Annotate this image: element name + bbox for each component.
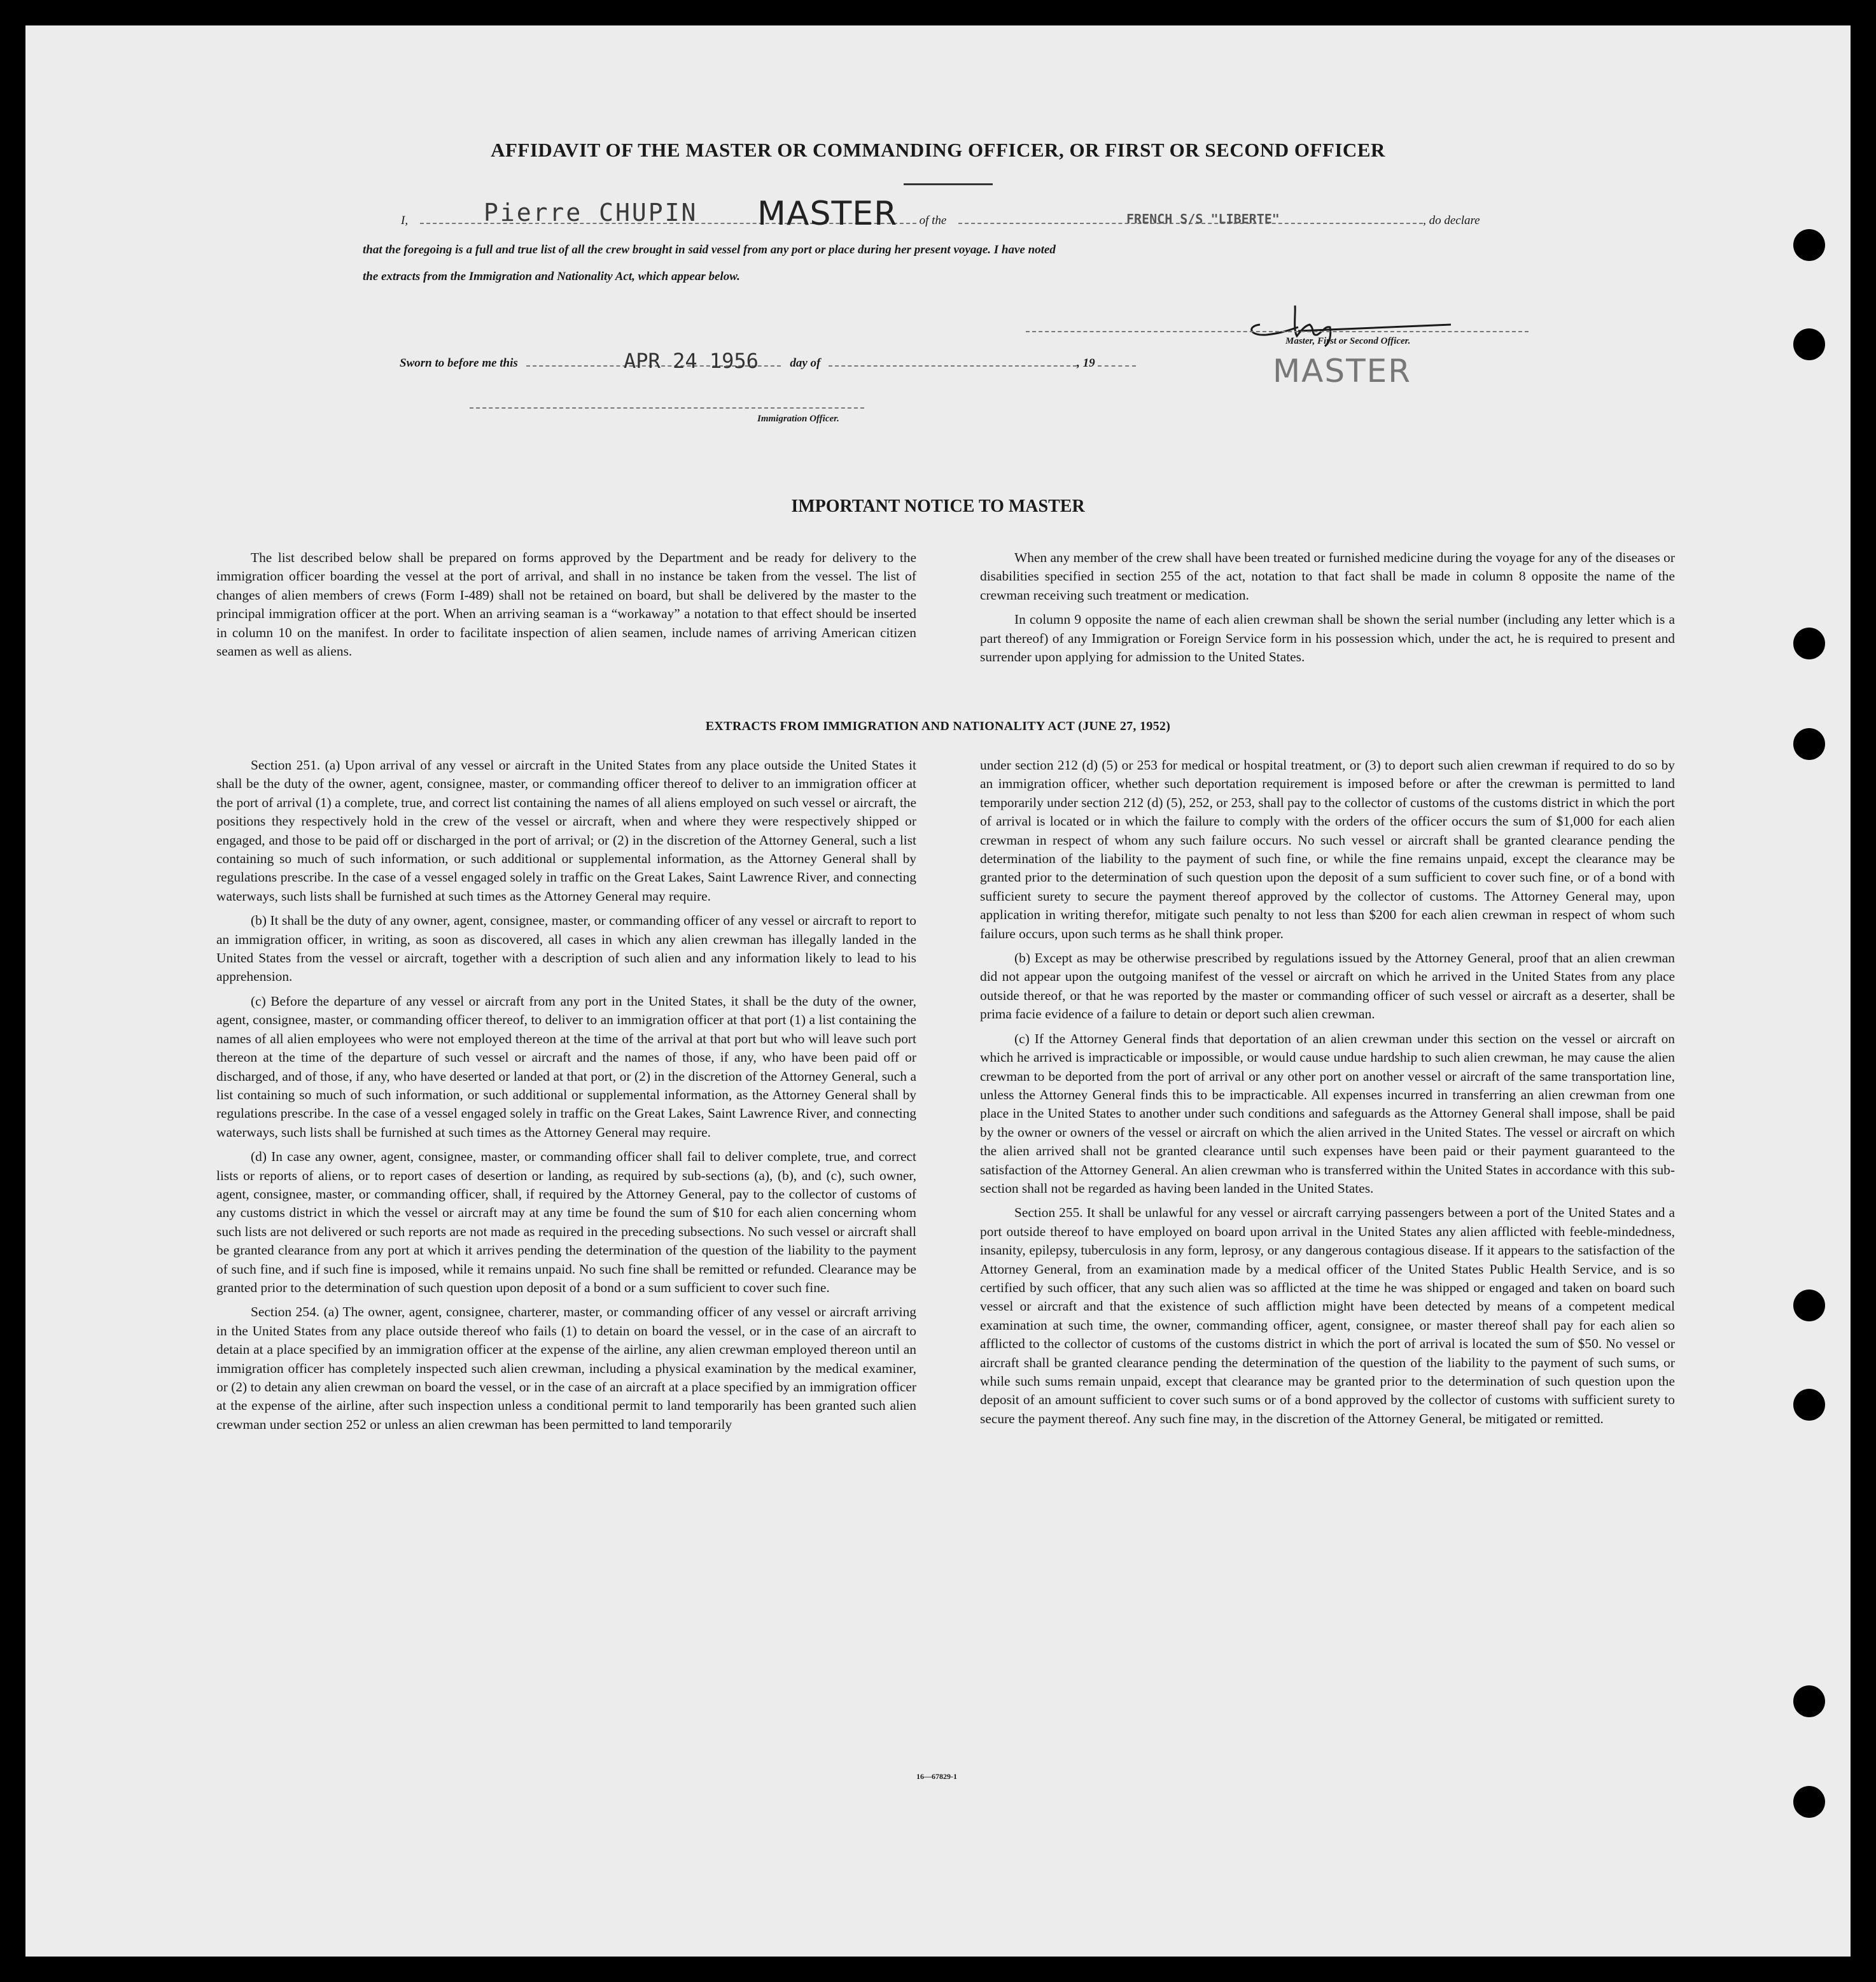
master-stamp: MASTER bbox=[1273, 353, 1411, 390]
year-line bbox=[1098, 365, 1136, 367]
extracts-right-column bbox=[980, 756, 1675, 1434]
punch-hole bbox=[1793, 328, 1825, 360]
punch-hole bbox=[1793, 1389, 1825, 1421]
signature-line bbox=[1026, 331, 1529, 332]
section-251c: (c) Before the departure of any vessel or aircraft from any port in the United States, it shall be the duty of the owner, agent, consignee, master, or commanding officer thereof, to deliver to an immigration officer at that port (1) a list containing the names of all alien employees who were not employed thereon at the time of the arrival at that port but who will leave such port thereon at the time of the departure of such vessel or aircraft and the names of those, if any, who have been paid off or discharged, and of those, if any, who have deserted or landed at that port, or (2) in the discretion of the Attorney General, such a list containing so much of such information, or such additional or supplemental information, as the Attorney General shall by regulations prescribe. In the case of a vessel engaged solely in traffic on the Great Lakes, Saint Lawrence River, and connecting waterways, such lists shall be furnished at such times as the Attorney General may require. bbox=[216, 993, 916, 1140]
punch-hole bbox=[1793, 229, 1825, 261]
i-label: I, bbox=[401, 214, 409, 227]
section-254c: (c) If the Attorney General finds that deportation of an alien crewman under this section on the vessel or aircraft on which he arrived is impracticable or impossible, or would cause undue hardship to such alien crewman, he may cause the alien crewman to be deported from the port of arrival or any other port on another vessel or aircraft of the same transportation line, unless the Attorney General finds this to be impracticable. All expenses incurred in transferring an alien crewman from one place in the United States to another under such conditions and safeguards as the Attorney General shall impose, shall be paid by the owner or owners of the vessel or aircraft on which the alien arrived in the United States. The vessel or aircraft on which the alien arrived shall not be granted clearance until such expenses have been paid or their payment guaranteed to the satisfaction of the Attorney General. An alien crewman who is transferred within the United States in accordance with this sub-section shall not be regarded as having been landed in the United States. bbox=[980, 1030, 1675, 1196]
punch-hole bbox=[1793, 1685, 1825, 1717]
notice-title: IMPORTANT NOTICE TO MASTER bbox=[791, 496, 1085, 516]
vessel-name: FRENCH S/S "LIBERTE" bbox=[1126, 211, 1280, 227]
year-prefix: , 19 bbox=[1077, 356, 1095, 370]
declaration-text-2: that the foregoing is a full and true list of all the crew brought in said vessel from any port or place during her present voyage. I have noted bbox=[363, 243, 1056, 257]
extracts-title: EXTRACTS FROM IMMIGRATION AND NATIONALITY ACT (JUNE 27, 1952) bbox=[705, 719, 1171, 733]
sworn-date: APR 24 1956 bbox=[624, 349, 759, 373]
sworn-label: Sworn to before me this bbox=[400, 356, 518, 370]
master-name: Pierre CHUPIN bbox=[484, 199, 698, 227]
notice-paragraph: When any member of the crew shall have been treated or furnished medicine during the voyage for any of the diseases or disabilities specified in section 255 of the act, notation to that fact shall be made in column 8 opposite the name of the crewman receiving such treatment or medication. bbox=[980, 550, 1675, 603]
sworn-line bbox=[400, 356, 1136, 370]
section-254a-cont: under section 212 (d) (5) or 253 for medical or hospital treatment, or (3) to deport such alien crewman if required to do so by an immigration officer, whether such deportation requirement is imposed before or after the crewman is permitted to land temporarily under section 212 (d) (5), 252, or 253, shall pay to the collector of customs of the customs district in which the port of arrival is located or in which the failure to comply with the orders of the officer occurs the sum of $1,000 for each alien crewman in respect of whom any such failure occurs. No such vessel or aircraft shall be granted clearance pending the determination of the liability to the payment of such fine, or while the fine remains unpaid, except the clearance may be granted prior to the determination of such question upon the deposit of a sum sufficient to cover such fine, or of a bond with sufficient surety to secure the payment thereof approved by the collector of customs. The Attorney General may, upon application in writing therefor, mitigate such penalty to not less than $200 for each alien crewman in respect of whom such failure occurs, upon such terms as he shall think proper. bbox=[980, 757, 1675, 941]
punch-hole bbox=[1793, 628, 1825, 659]
do-declare-label: , do declare bbox=[1423, 214, 1480, 227]
title-rule bbox=[904, 183, 993, 185]
form-number: 16—67829-1 bbox=[916, 1772, 957, 1781]
punch-hole bbox=[1793, 1290, 1825, 1321]
section-254b: (b) Except as may be otherwise prescribed by regulations issued by the Attorney General, proof that an alien crewman did not appear upon the outgoing manifest of the vessel or aircraft on which he arrived in the United States from any place outside thereof, or that he was reported by the master or commanding officer of such vessel or aircraft as a deserter, shall be prima facie evidence of a failure to detain or deport such alien crewman. bbox=[980, 950, 1675, 1022]
punch-hole bbox=[1793, 1786, 1825, 1818]
officer-signature-line bbox=[470, 407, 864, 409]
declaration-text-3: the extracts from the Immigration and Nationality Act, which appear below. bbox=[363, 270, 740, 283]
section-254a: Section 254. (a) The owner, agent, consignee, charterer, master, or commanding officer of any vessel or aircraft arriving in the United States from any place outside thereof who fails (1) to detain on board the vessel, or in the case of an aircraft to detain at a place specified by an immigration officer at the expense of the airline, any alien crewman employed thereon until an immigration officer has completely inspected such alien crewman, including a physical examination by the medical examiner, or (2) to detain any alien crewman on board the vessel, or in the case of an aircraft at a place specified by an immigration officer at the expense of the airline, after such inspection unless a conditional permit to land temporarily has been granted such alien crewman under section 252 or unless an alien crewman has been permitted to land temporarily bbox=[216, 1304, 916, 1432]
notice-paragraph: In column 9 opposite the name of each alien crewman shall be shown the serial number (including any letter which is a part thereof) of any Immigration or Foreign Service form in his possession which, under the act, he is required to present and surrender upon applying for admission to the United States. bbox=[980, 612, 1675, 665]
signer-caption: Master, First or Second Officer. bbox=[1285, 336, 1411, 346]
notice-left-column bbox=[216, 549, 916, 666]
section-251d: (d) In case any owner, agent, consignee, master, or commanding officer shall fail to deliver complete, true, and correct lists or reports of aliens, or to report cases of desertion or landing, as required by sub-sections (a), (b), and (c), such owner, agent, consignee, master, or commanding officer, shall, if required by the Attorney General, pay to the collector of customs of any customs district in which the vessel or aircraft may at any time be found the sum of $10 for each alien concerning whom such lists are not delivered or such reports are not made as required in the preceding subsections. No such vessel or aircraft shall be granted clearance from any port at which it arrives pending the determination of the question of the liability to the payment of such fine, and if such fine is imposed, while it remains unpaid. No such fine shall be remitted or refunded. Clearance may be granted prior to the determination of such question upon deposit of a bond or a sum sufficient to cover such fine. bbox=[216, 1149, 916, 1295]
document-page bbox=[25, 25, 1851, 1957]
month-line bbox=[829, 365, 1077, 367]
of-the-label: of the bbox=[919, 214, 947, 227]
notice-paragraph: The list described below shall be prepared on forms approved by the Department and be ready for delivery to the immigration officer boarding the vessel at the port of arrival, and shall in no instance be taken from the vessel. The list of changes of alien members of crews (Form I-489) shall not be retained on board, but shall be delivered by the master to the principal immigration officer at the port. When an arriving seaman is a “workaway” a notation to that effect should be inserted in column 10 on the manifest. In order to facilitate inspection of alien seamen, include names of arriving American citizen seamen as well as aliens. bbox=[216, 550, 916, 659]
rank-stamp: MASTER bbox=[757, 195, 898, 233]
notice-right-column bbox=[980, 549, 1675, 672]
extracts-left-column bbox=[216, 756, 916, 1440]
section-251a: Section 251. (a) Upon arrival of any vessel or aircraft in the United States from any place outside the United States it shall be the duty of the owner, agent, consignee, master, or commanding officer thereof to deliver to an immigration officer at the port of arrival (1) a complete, true, and correct list containing the names of all aliens employed on such vessel or aircraft, the positions they respectively hold in the crew of the vessel or aircraft, when and where they were respectively shipped or engaged, and those to be paid off or discharged in the port of arrival; or (2) in the discretion of the Attorney General, such a list containing so much of such information, or such additional or supplemental information, as the Attorney General shall by regulations prescribe. In the case of a vessel engaged solely in traffic on the Great Lakes, Saint Lawrence River, and connecting waterways, such lists shall be furnished at such times as the Attorney General may require. bbox=[216, 757, 916, 904]
officer-caption: Immigration Officer. bbox=[757, 414, 839, 424]
section-251b: (b) It shall be the duty of any owner, agent, consignee, master, or commanding officer of any vessel or aircraft to report to an immigration officer, in writing, as soon as discovered, all cases in which any alien crewman has illegally landed in the United States from the vessel or aircraft, together with a description of such alien and any information likely to lead to his apprehension. bbox=[216, 913, 916, 985]
section-255: Section 255. It shall be unlawful for any vessel or aircraft carrying passengers between a port of the United States and a port outside thereof to have employed on board upon arrival in the United States any alien afflicted with feeble-mindedness, insanity, epilepsy, tuberculosis in any form, leprosy, or any dangerous contagious disease. If it appears to the satisfaction of the Attorney General, from an examination made by a medical officer of the United States Public Health Service, and is so certified by such officer, that any such alien was so afflicted at the time he was shipped or engaged and taken on board such vessel or aircraft and that the existence of such affliction might have been detected by means of a competent medical examination at such time, the owner, commanding officer, agent, consignee, or master thereof shall pay for each alien so afflicted to the collector of customs of the customs district in which the port of arrival is located the sum of $50. No vessel or aircraft shall be granted clearance pending the determination of the question of the liability to the payment of such sums, or while such sums remain unpaid, except that clearance may be granted prior to the determination of such question upon the deposit of an amount sufficient to cover such sums or of a bond approved by the collector of customs with sufficient surety to secure the payment thereof. Any such fine may, in the discretion of the Attorney General, be mitigated or remitted. bbox=[980, 1205, 1675, 1426]
day-of-label: day of bbox=[790, 356, 821, 370]
affidavit-title: AFFIDAVIT OF THE MASTER OR COMMANDING OFFICER, OR FIRST OR SECOND OFFICER bbox=[491, 139, 1385, 161]
